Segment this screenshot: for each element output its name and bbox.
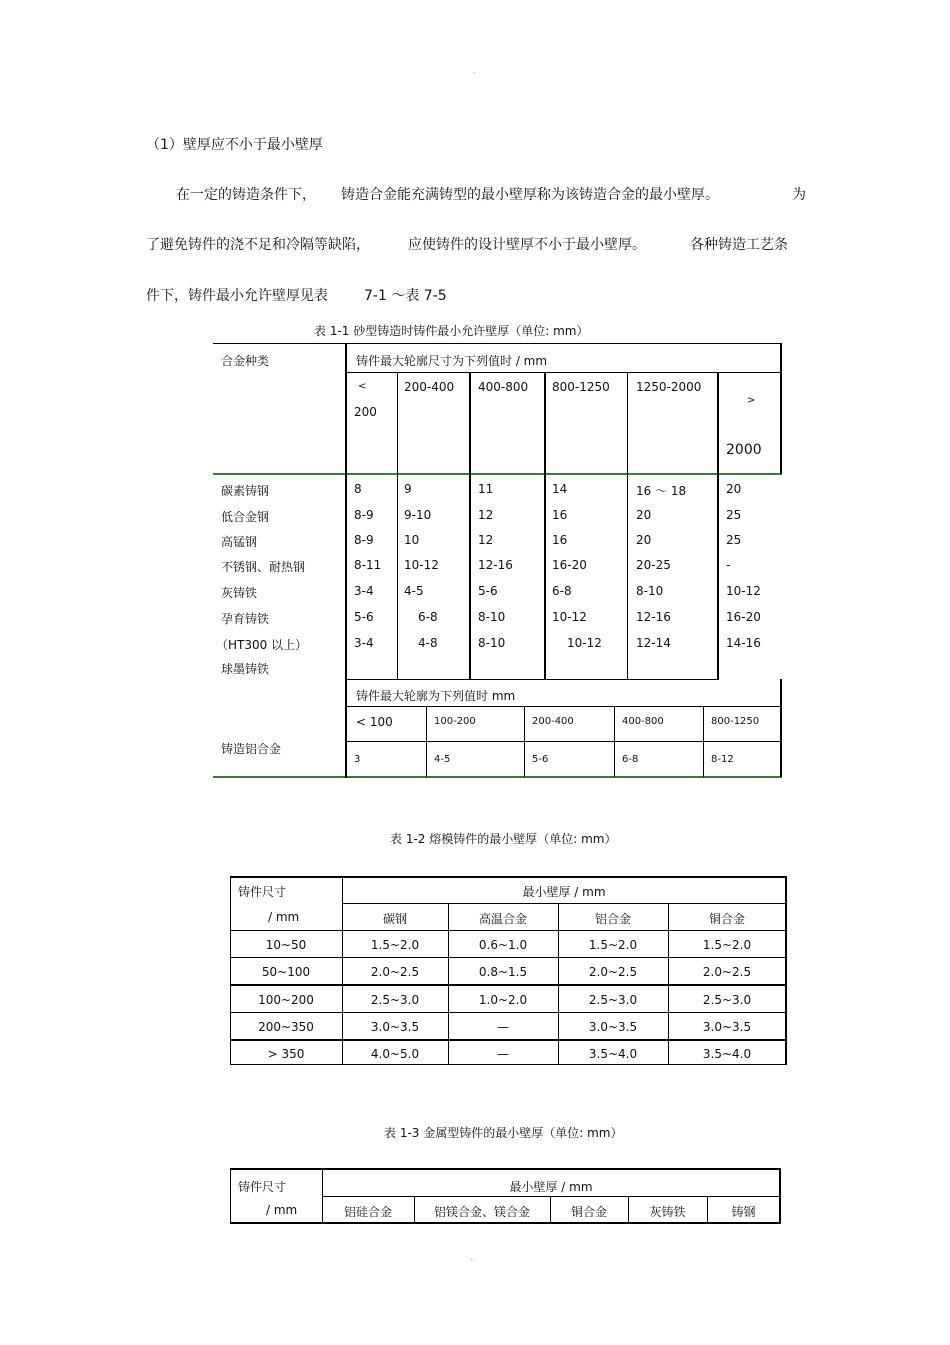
table1-row-name: 高锰钢 [221,535,258,549]
table1-cell: 10-12 [552,610,587,624]
table3-sub-header: 灰铸铁 [649,1205,686,1219]
table2-row-size: 10~50 [265,938,307,952]
table1-cell: 16-20 [552,558,587,572]
table1-cell: 20 [636,508,652,522]
table2-col0-header-a: 铸件尺寸 [238,885,287,899]
table1-al-size: 400-800 [622,716,664,727]
table1-size-header-5a: > [747,395,756,406]
table3-sub-header: 铝硅合金 [343,1205,392,1219]
table1-cell: 3-4 [354,584,374,598]
table1-cell: 8 [354,482,362,496]
table2-cell: 3.5~4.0 [702,1047,752,1061]
table3-sub-header: 铜合金 [570,1205,607,1219]
table2-group-header: 最小壁厚 / mm [522,885,606,899]
table1-cell: 5-6 [478,584,498,598]
table1-al-size: 800-1250 [711,716,760,727]
table1-cell: 16 ～ 18 [636,484,687,498]
table1-cell: 10-12 [567,636,602,650]
table3-sub-header: 铸钢 [731,1205,756,1219]
table1-cell: 10-12 [404,558,439,572]
table1-group-header: 铸件最大轮廓尺寸为下列值时 / mm [356,354,548,368]
table1-caption: 表 1-1 砂型铸造时铸件最小允许壁厚（单位: mm） [314,324,589,338]
table1-cell: 6-8 [552,584,572,598]
para-line2c: 各种铸造工艺条 [690,237,788,253]
table1-row-name: （HT300 以上） [216,638,308,652]
table2-col0-header-b: / mm [268,910,300,924]
footer-mark: .. [470,1253,476,1262]
table1-cell: 20 [726,482,742,496]
table2-cell: 0.6~1.0 [478,938,528,952]
table1-cell: 20 [636,533,652,547]
table1-row-name: 低合金钢 [221,510,270,524]
table2-cell: 3.5~4.0 [588,1047,638,1061]
table1-cell: 11 [478,482,494,496]
table1-cell: 5-6 [354,610,374,624]
table1-cell: 16 [552,508,568,522]
table1-al-size: < 100 [356,715,393,729]
table3-col0-header-b: / mm [266,1203,298,1217]
table1-cell: 25 [726,508,742,522]
table1-al-value: 4-5 [434,754,451,765]
table3-caption: 表 1-3 金属型铸件的最小壁厚（单位: mm） [384,1126,623,1140]
table1-size-header-3: 800-1250 [552,380,610,394]
table1-al-size: 200-400 [532,716,574,727]
table1-al-value: 8-12 [711,754,734,765]
table1-cell: 20-25 [636,558,671,572]
table2-row-size: 50~100 [261,965,311,979]
table2-cell: 2.5~3.0 [370,993,420,1007]
table2-caption: 表 1-2 熔模铸件的最小壁厚（单位: mm） [390,832,617,846]
table1-row-name: 球墨铸铁 [221,662,270,676]
table1-cell: 9-10 [404,508,432,522]
table1-col0-header: 合金种类 [221,354,270,368]
table2-row-size: 200~350 [258,1020,314,1034]
para-line3a: 件下，铸件最小允许壁厚见表 [146,288,328,304]
table1-row-name: 孕育铸铁 [221,612,270,626]
table2-cell: 3.0~3.5 [370,1020,420,1034]
table1-row-name: 碳素铸钢 [221,484,270,498]
para-line1a: 在一定的铸造条件下， [176,187,316,203]
para-line2b: 应使铸件的设计壁厚不小于最小壁厚。 [408,237,646,253]
table2-sub-header: 铜合金 [708,912,745,926]
table1-cell: 4-5 [404,584,424,598]
table1-cell: 8-9 [354,508,374,522]
table2-cell: 1.5~2.0 [588,938,638,952]
table2-cell: 2.0~2.5 [370,965,420,979]
table1-size-header-5b: 2000 [726,442,762,458]
table2-cell: 0.8~1.5 [478,965,528,979]
table1-size-header-1: 200-400 [404,380,455,394]
table1-cell: 25 [726,533,742,547]
table1-cell: 16 [552,533,568,547]
para-line3b: 7-1 ～表 7-5 [364,288,447,304]
table1-cell: 16-20 [726,610,761,624]
table2-sub-header: 碳钢 [382,912,407,926]
table2-row-size: 100~200 [258,993,314,1007]
table2-row-size: > 350 [267,1047,305,1061]
table3-group-header: 最小壁厚 / mm [509,1180,593,1194]
table1-cell: 12-16 [636,610,671,624]
top-mark: . [473,66,476,75]
table3-col0-header-a: 铸件尺寸 [238,1180,287,1194]
table2-cell: 3.0~3.5 [588,1020,638,1034]
table1-al-header: 铸件最大轮廓为下列值时 mm [356,689,516,703]
table1-cell: 8-10 [478,610,506,624]
table1-cell: 8-10 [636,584,664,598]
table1-row-name: 不锈钢、耐热钢 [221,560,306,574]
section-heading: （1）壁厚应不小于最小壁厚 [146,137,323,153]
table1-cell: - [726,558,731,572]
table1-cell: 8-11 [354,558,382,572]
table2-cell: — [497,1047,509,1061]
table2-cell: 2.0~2.5 [588,965,638,979]
table1-al-value: 5-6 [532,754,549,765]
table1-cell: 14 [552,482,568,496]
table2-cell: 2.5~3.0 [588,993,638,1007]
table2-cell: 1.5~2.0 [370,938,420,952]
table1-cell: 12-14 [636,636,671,650]
table3-sub-header: 铝镁合金、镁合金 [433,1205,530,1219]
table1-size-header-2: 400-800 [478,380,529,394]
table1-cell: 4-8 [418,636,438,650]
table1-al-name: 铸造铝合金 [221,742,282,756]
table1-cell: 10 [404,533,420,547]
table1-size-header-4: 1250-2000 [636,380,702,394]
table2-cell: 1.0~2.0 [478,993,528,1007]
table1-cell: 10-12 [726,584,761,598]
para-line2a: 了避免铸件的浇不足和冷隔等缺陷， [146,237,370,253]
table1-cell: 12 [478,508,494,522]
table1-cell: 12 [478,533,494,547]
table2-cell: 3.0~3.5 [702,1020,752,1034]
table1-size-header-0a: < [358,381,367,392]
table1-cell: 6-8 [418,610,438,624]
table2-sub-header: 铝合金 [594,912,631,926]
para-line1c: 为 [792,187,806,203]
table2-cell: 2.0~2.5 [702,965,752,979]
table1-row-name: 灰铸铁 [221,586,258,600]
table1-al-value: 3 [354,754,361,765]
table1-al-size: 100-200 [434,716,476,727]
table2-cell: — [497,1020,509,1034]
table1-cell: 8-10 [478,636,506,650]
table1-al-value: 6-8 [622,754,639,765]
table1-cell: 9 [404,482,412,496]
table1-size-header-0b: 200 [354,405,377,419]
table2-cell: 4.0~5.0 [370,1047,420,1061]
table2-cell: 1.5~2.0 [702,938,752,952]
para-line1b: 铸造合金能充满铸型的最小壁厚称为该铸造合金的最小壁厚。 [341,187,719,203]
table1-cell: 8-9 [354,533,374,547]
table2-cell: 2.5~3.0 [702,993,752,1007]
table1-cell: 12-16 [478,558,513,572]
table1-cell: 14-16 [726,636,761,650]
table1-cell: 3-4 [354,636,374,650]
table2-sub-header: 高温合金 [478,912,527,926]
